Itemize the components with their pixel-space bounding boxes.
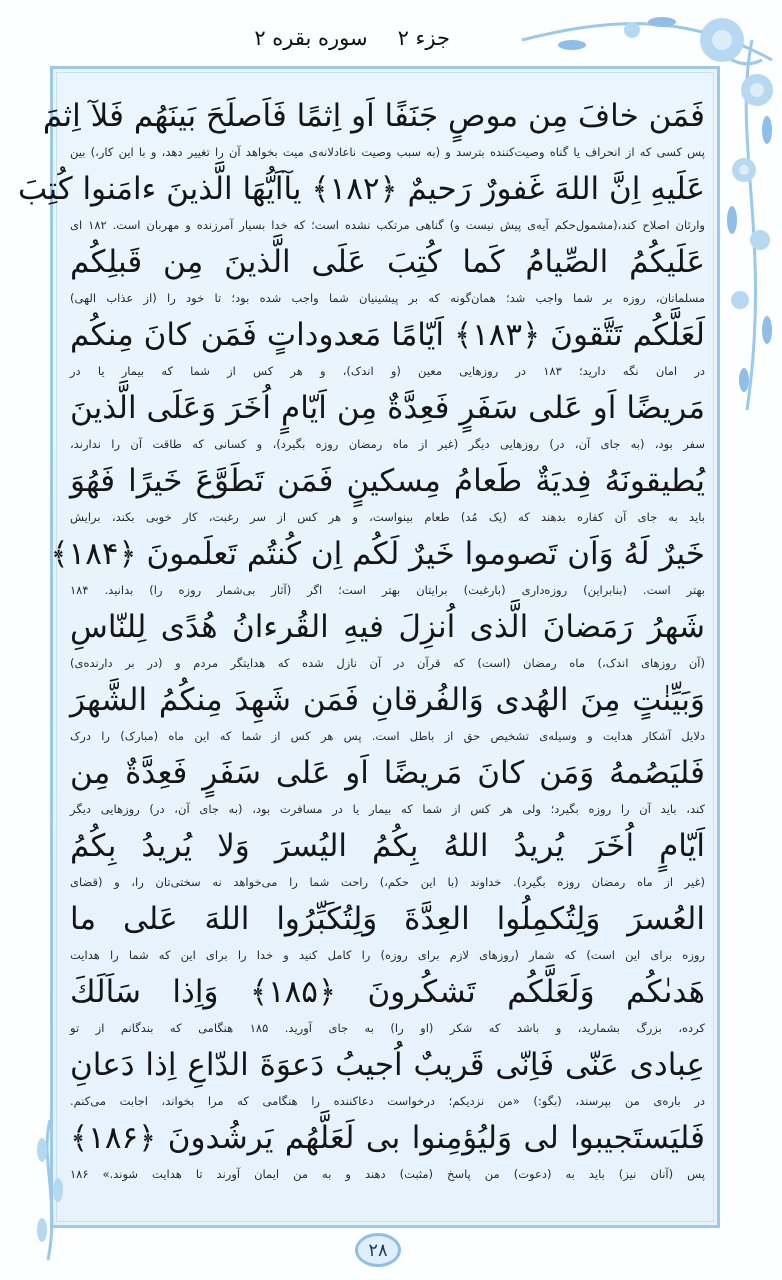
line-15	[70, 1114, 705, 1187]
verse-line: اَيّامٍ اُخَرَ يُريدُ اللهُ بِكُمُ اليُسرَ وَلا يُريدُ بِكُمُ	[70, 828, 705, 864]
translation-line: دلایل آشکار هدایت و وسیله‌ی تشخیص حق از باطل است. پس هر کس از شما که این ماه (مبارک) را درک	[70, 729, 705, 743]
translation-line: در باره‌ی من بپرسند، (بگو:) «من نزدیکم؛ درخواست دعاکننده را هنگامی که مرا بخواند، اجابت می‌کنم.	[70, 1094, 705, 1108]
translation-line: پس کسی که از انحراف یا گناه وصیت‌کننده بترسد و (به سبب وصیت ناعادلانه‌ی میت بخواهد آن را تغییر دهد، و با این کار،) بین	[70, 145, 705, 159]
translation-line: (آن روزهای اندک،) ماه رمضان (است) که قرآن در آن نازل شده که هدایتگر مردم و (در بر دارنده‌ی)	[70, 656, 705, 670]
verse-line: وَبَيِّنٰتٍ مِنَ الهُدى وَالفُرقانِ فَمَن شَهِدَ مِنكُمُ الشَّهرَ	[70, 682, 705, 718]
translation-line: در امان نگه دارید؛ ۱۸۳ در روزهایی معین (و اندک)، و هر کس از شما که بیمار یا در	[70, 364, 705, 378]
verse-line: لَعَلَّكُم تَتَّقونَ ﴿۱۸۳﴾ اَيّامًا مَعدوداتٍ فَمَن كانَ مِنكُم	[70, 317, 705, 353]
verse-line: العُسرَ وَلِتُكمِلُوا العِدَّةَ وَلِتُكَبِّرُوا اللهَ عَلى ما	[70, 901, 705, 937]
line-1	[42, 92, 705, 165]
translation-line: کند، باید آن را روزه بگیرد؛ ولی هر کس از شما که بیمار یا در مسافرت بود، (به جای آن، در) روزهایی دیگر	[70, 802, 705, 816]
line-3	[70, 238, 705, 311]
verse-line: فَمَن خافَ مِن موصٍ جَنَفًا اَو اِثمًا فَاَصلَحَ بَينَهُم فَلآ اِثمَ	[42, 98, 705, 134]
translation-line: بهتر است. (بنابراین) روزه‌داری (بارغبت) برایتان بهتر است؛ اگر (آثار بی‌شمار روزه را) بدانید. ۱۸۴	[70, 583, 705, 597]
line-9	[70, 676, 705, 749]
translation-line: باید به جای آن کفاره بدهند که (یک مُد) طعام بینواست، و هر کس از سر رغبت، کار خوبی بکند، برایش	[70, 510, 705, 524]
verse-line: عَلَيكُمُ الصِّيامُ كَما كُتِبَ عَلَى الَّذينَ مِن قَبلِكُم	[70, 244, 705, 280]
translation-line: پس (آنان نیز) باید به (دعوت) من پاسخ (مثبت) دهند و به من ایمان آورند تا هدایت شوند.» ۱۸۶	[70, 1167, 705, 1181]
surah-label: سوره بقره ۲	[254, 26, 368, 50]
verse-line: شَهرُ رَمَضانَ الَّذى اُنزِلَ فيهِ القُرءانُ هُدًى لِلنّاسِ	[70, 609, 705, 645]
quran-text	[18, 92, 705, 1187]
page-header	[150, 18, 450, 58]
translation-line: (غیر از ماه رمضان روزه بگیرد). خداوند (با این حکم،) راحت شما را می‌خواهد نه سختی‌تان را، و (قضای	[70, 875, 705, 889]
translation-line: مسلمانان، روزه بر شما واجب شد؛ همان‌گونه که بر پیشینیان شما واجب شده بود؛ تا خود را (از عذاب الهی)	[70, 291, 705, 305]
juz-label: جزء ۲	[397, 26, 450, 50]
line-5	[70, 384, 705, 457]
line-14	[70, 1041, 705, 1114]
verse-line: عَلَيهِ اِنَّ اللهَ غَفورٌ رَحيمٌ ﴿۱۸۲﴾ يآاَيُّهَا الَّذينَ ءامَنوا كُتِبَ	[18, 171, 705, 207]
verse-line: خَيرٌ لَهُ وَاَن تَصوموا خَيرٌ لَكُم اِن كُنتُم تَعلَمونَ ﴿۱۸۴﴾	[50, 536, 705, 572]
verse-line: مَريضًا اَو عَلى سَفَرٍ فَعِدَّةٌ مِن اَيّامٍ اُخَرَ وَعَلَى الَّذينَ	[70, 390, 705, 426]
page-number: ۲۸	[355, 1233, 401, 1267]
leaf-ornament-icon	[30, 1120, 70, 1260]
line-8	[70, 603, 705, 676]
line-6	[70, 457, 705, 530]
line-12	[70, 895, 705, 968]
line-4	[70, 311, 705, 384]
verse-line: فَليَستَجيبوا لى وَليُؤمِنوا بى لَعَلَّهُم يَرشُدونَ ﴿۱۸۶﴾	[70, 1120, 705, 1156]
line-7	[50, 530, 705, 603]
verse-line: فَليَصُمهُ وَمَن كانَ مَريضًا اَو عَلى سَفَرٍ فَعِدَّةٌ مِن	[70, 755, 705, 791]
line-11	[70, 822, 705, 895]
line-2	[18, 165, 705, 238]
translation-line: وارثان اصلاح کند،(مشمول‌حکم آیه‌ی پیش نیست و) گناهی مرتکب نشده است؛ که خدا بسیار آمرزنده و مهربان است. ۱۸۲ ای	[70, 218, 705, 232]
verse-line: هَدىٰكُم وَلَعَلَّكُم تَشكُرونَ ﴿۱۸۵﴾ وَاِذا سَاَلَكَ	[70, 974, 705, 1010]
line-10	[70, 749, 705, 822]
line-13	[70, 968, 705, 1041]
translation-line: روزه برای این است) که شمار (روزهای لازم برای روزه) را کامل کنید و خدا را برای این که شما را هدایت	[70, 948, 705, 962]
translation-line: کرده، بزرگ بشمارید، و باشد که شکر (او را) به جای آورید. ۱۸۵ هنگامی که بندگانم از تو	[70, 1021, 705, 1035]
translation-line: سفر بود، (به جای آن، در) روزهایی دیگر (غیر از ماه رمضان روزه بگیرد)، و کسانی که طاقت آن را ندارند،	[70, 437, 705, 451]
verse-line: عِبادى عَنّى فَاِنّى قَريبٌ اُجيبُ دَعوَةَ الدّاعِ اِذا دَعانِ	[70, 1047, 705, 1083]
verse-line: يُطيقونَهُ فِديَةٌ طَعامُ مِسكينٍ فَمَن تَطَوَّعَ خَيرًا فَهُوَ	[70, 463, 705, 499]
